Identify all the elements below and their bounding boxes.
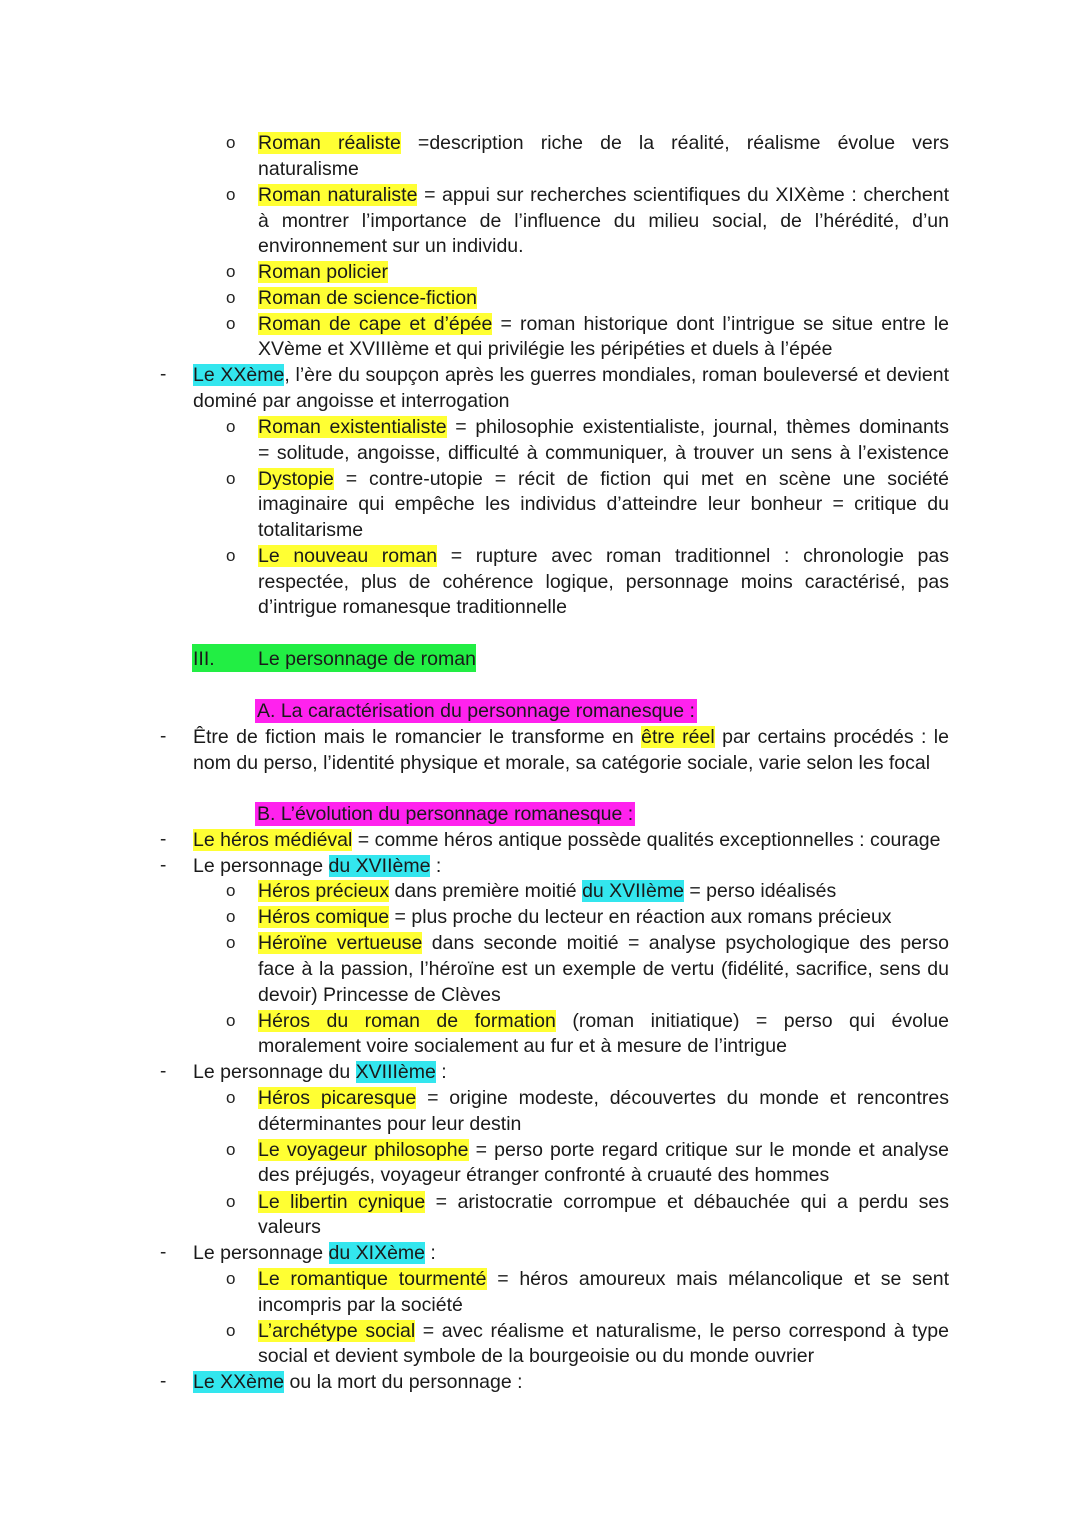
dash-bullet: -	[160, 1371, 167, 1392]
circle-bullet: o	[226, 546, 236, 565]
keyword-highlight: Héros picaresque	[258, 1087, 417, 1109]
text-line: totalitarisme	[258, 519, 364, 541]
dash-bullet: -	[160, 1061, 167, 1082]
circle-bullet: o	[226, 907, 236, 926]
keyword-highlight: Le nouveau roman	[258, 545, 438, 567]
text-line	[193, 1369, 523, 1395]
text-line	[258, 1137, 949, 1163]
text-line	[258, 414, 949, 440]
section-heading: Le personnage de roman	[258, 648, 476, 670]
line-text: = contre-utopie = récit de fiction qui met en scène une société	[333, 468, 949, 490]
text-line	[193, 362, 949, 388]
text-line: devoir) Princesse de Clèves	[258, 984, 501, 1006]
text-line	[193, 1240, 436, 1266]
text-line: d’intrigue romanesque traditionnelle	[258, 596, 567, 618]
circle-bullet: o	[226, 1269, 236, 1288]
section-heading-number: III.	[193, 648, 215, 670]
line-text: :	[425, 1242, 436, 1264]
keyword-highlight: Le héros médiéval	[193, 829, 353, 851]
keyword-highlight: Le romantique tourmenté	[258, 1268, 487, 1290]
line-text: :	[430, 855, 442, 877]
line-text: (roman initiatique) = perso qui évolue	[555, 1010, 950, 1032]
line-text: = plus proche du lecteur en réaction aux romans précieux	[389, 906, 892, 928]
keyword-highlight: Dystopie	[258, 468, 334, 490]
text-line: à montrer l’importance de l’influence du milieu social, de l’hérédité, d’un	[258, 210, 949, 232]
text-line	[258, 311, 949, 337]
subheading-a-text: A. La caractérisation du personnage romanesque :	[257, 700, 695, 722]
text-line: dominé par angoisse et interrogation	[193, 390, 510, 412]
keyword-highlight: Roman de science-fiction	[258, 287, 477, 309]
line-text: = héros amoureux mais mélancolique et se sent	[486, 1268, 949, 1290]
line-text: = philosophie existentialiste, journal, thèmes dominants	[446, 416, 949, 438]
period-highlight: Le XXème	[193, 1371, 285, 1393]
period-highlight: du XIXème	[328, 1242, 426, 1264]
circle-bullet: o	[226, 262, 236, 281]
text-line: naturalisme	[258, 158, 359, 180]
text-line	[258, 285, 477, 311]
line-text: = aristocratie corrompue et débauchée qui a perdu ses	[425, 1191, 949, 1213]
keyword-highlight: Héros comique	[258, 906, 390, 928]
keyword-highlight: Le voyageur philosophe	[258, 1139, 469, 1161]
keyword-highlight: être réel	[641, 726, 715, 748]
keyword-highlight: Roman existentialiste	[258, 416, 447, 438]
line-text: Le personnage	[193, 855, 329, 877]
text-line	[193, 1059, 447, 1085]
line-text: dans première moitié	[389, 880, 583, 902]
subheading-a	[255, 698, 697, 724]
text-line	[258, 130, 949, 156]
text-line	[258, 1085, 949, 1111]
text-line: face à la passion, l’héroïne est un exemple de vertu (fidélité, sacrifice, sens du	[258, 958, 949, 980]
circle-bullet: o	[226, 185, 236, 204]
text-line	[258, 543, 949, 569]
line-text: , l’ère du soupçon après les guerres mondiales, roman bouleversé et devient	[284, 364, 949, 386]
text-line	[258, 1189, 949, 1215]
dash-bullet: -	[160, 726, 167, 747]
text-line	[258, 466, 949, 492]
keyword-highlight: Roman de cape et d’épée	[258, 313, 493, 335]
text-line: valeurs	[258, 1216, 321, 1238]
keyword-highlight: Héros du roman de formation	[258, 1010, 556, 1032]
text-line	[258, 1318, 949, 1344]
circle-bullet: o	[226, 288, 236, 307]
line-text: ou la mort du personnage :	[284, 1371, 523, 1393]
text-line: imaginaire qui empêche les individus d’atteindre leur bonheur = critique du	[258, 493, 949, 515]
keyword-highlight: Roman naturaliste	[258, 184, 418, 206]
text-line: déterminantes pour leur destin	[258, 1113, 522, 1135]
line-text: Être de fiction mais le romancier le transforme en	[193, 726, 642, 748]
line-text: Le personnage	[193, 1242, 329, 1264]
text-line	[258, 182, 949, 208]
keyword-highlight: Roman réaliste	[258, 132, 401, 154]
line-text: = appui sur recherches scientifiques du XIXème : cherchent	[417, 184, 950, 206]
keyword-highlight: Héroïne vertueuse	[258, 932, 423, 954]
line-text: = avec réalisme et naturalisme, le perso correspond à type	[415, 1320, 949, 1342]
circle-bullet: o	[226, 1192, 236, 1211]
text-line	[258, 1008, 949, 1034]
circle-bullet: o	[226, 1011, 236, 1030]
text-line	[258, 878, 836, 904]
text-line: des préjugés, voyageur étranger confronté à cruauté des hommes	[258, 1164, 830, 1186]
text-line: respectée, plus de cohérence logique, personnage moins caractérisé, pas	[258, 571, 949, 593]
period-highlight: Le XXème	[193, 364, 285, 386]
subheading-b-text: B. L’évolution du personnage romanesque :	[257, 803, 634, 825]
line-text: = perso porte regard critique sur le monde et analyse	[468, 1139, 949, 1161]
line-text: =description riche de la réalité, réalisme évolue vers	[400, 132, 949, 154]
text-line	[258, 259, 388, 285]
text-line: environnement sur un individu.	[258, 235, 524, 257]
dash-bullet: -	[160, 1242, 167, 1263]
text-line: nom du perso, l’identité physique et morale, sa catégorie sociale, varie selon les focal	[193, 752, 931, 774]
text-line	[258, 904, 892, 930]
period-highlight: du XVIIème	[328, 855, 431, 877]
text-line: XVème et XVIIIème et qui privilégie les péripéties et duels à l’épée	[258, 338, 833, 360]
circle-bullet: o	[226, 933, 236, 952]
line-text: :	[435, 1061, 447, 1083]
circle-bullet: o	[226, 1321, 236, 1340]
line-text: = comme héros antique possède qualités exceptionnelles : courage	[352, 829, 941, 851]
line-text: = rupture avec roman traditionnel : chronologie pas	[437, 545, 949, 567]
keyword-highlight: Héros précieux	[258, 880, 390, 902]
circle-bullet: o	[226, 881, 236, 900]
circle-bullet: o	[226, 314, 236, 333]
period-highlight: du XVIIème	[582, 880, 684, 902]
keyword-highlight: L’archétype social	[258, 1320, 416, 1342]
text-line	[193, 827, 940, 853]
dash-bullet: -	[160, 855, 167, 876]
keyword-highlight: Le libertin cynique	[258, 1191, 426, 1213]
circle-bullet: o	[226, 469, 236, 488]
text-line	[193, 724, 949, 750]
text-line	[193, 853, 441, 879]
dash-bullet: -	[160, 364, 167, 385]
line-text: Le personnage du	[193, 1061, 356, 1083]
line-text: = origine modeste, découvertes du monde et rencontres	[416, 1087, 949, 1109]
text-line: social et devient symbole de la bourgeoisie ou du monde ouvrier	[258, 1345, 815, 1367]
dash-bullet: -	[160, 829, 167, 850]
text-line	[258, 1266, 949, 1292]
text-line: = solitude, angoisse, difficulté à communiquer, à trouver un sens à l’existence	[258, 442, 949, 464]
text-line: incompris par la société	[258, 1294, 463, 1316]
period-highlight: XVIIIème	[355, 1061, 436, 1083]
keyword-highlight: Roman policier	[258, 261, 389, 283]
subheading-b	[255, 801, 635, 827]
line-text: = perso idéalisés	[683, 880, 837, 902]
circle-bullet: o	[226, 1088, 236, 1107]
circle-bullet: o	[226, 1140, 236, 1159]
circle-bullet: o	[226, 133, 236, 152]
text-line: moralement voire socialement au fur et à mesure de l’intrigue	[258, 1035, 787, 1057]
line-text: dans seconde moitié = analyse psychologique des perso	[422, 932, 949, 954]
line-text: par certains procédés : le	[714, 726, 949, 748]
circle-bullet: o	[226, 417, 236, 436]
text-line	[258, 930, 949, 956]
line-text: = roman historique dont l’intrigue se situe entre le	[492, 313, 950, 335]
